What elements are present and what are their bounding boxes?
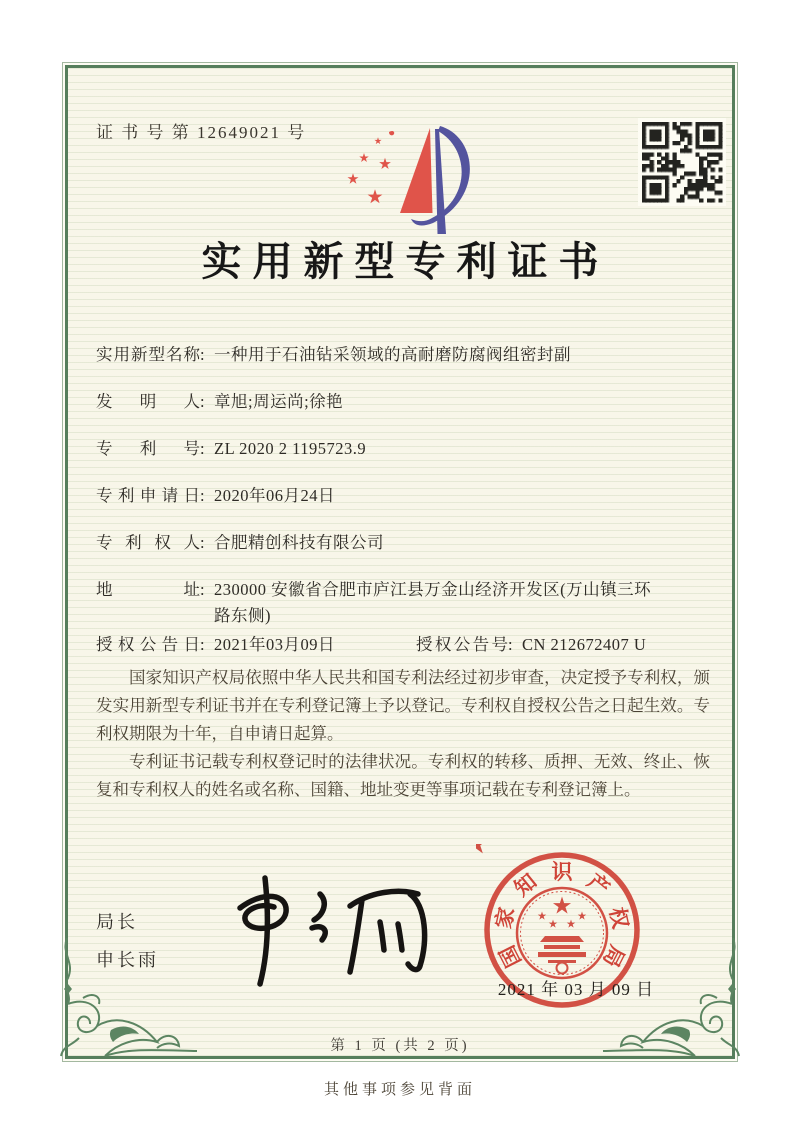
field-value: 230000 安徽省合肥市庐江县万金山经济开发区(万山镇三环路东侧) — [214, 580, 652, 625]
seal-char: 家 — [492, 905, 520, 931]
field-label: 发明人 — [96, 392, 200, 411]
field-label: 地址 — [96, 580, 200, 599]
field-list — [96, 342, 708, 679]
field-row-patent-no — [96, 436, 708, 462]
field-row-grant-date — [96, 632, 708, 658]
seal-date: 2021 年 03 月 09 日 — [497, 980, 655, 999]
field-row-filing-date — [96, 483, 708, 509]
field-row-name — [96, 342, 708, 368]
cnipa-logo-icon — [338, 112, 478, 240]
field-colon: : — [200, 533, 205, 552]
legal-paragraph-2: 专利证书记载专利权登记时的法律状况。专利权的转移、质押、无效、终止、恢复和专利权人的姓名或名称、国籍、地址变更等事项记载在专利登记簿上。 — [96, 752, 710, 799]
field-grant-pub-no — [416, 632, 646, 658]
field-colon: : — [200, 345, 205, 364]
seal-char: 国 — [495, 941, 526, 971]
director-signature — [202, 866, 452, 1001]
field-value: CN 212672407 U — [522, 635, 647, 654]
seal-char: 局 — [598, 941, 629, 971]
seal-char: 产 — [582, 869, 614, 901]
director-name: 申长雨 — [96, 950, 159, 970]
field-row-address — [96, 577, 708, 629]
director-title: 局长 — [96, 912, 138, 932]
certificate-title: 实用新型专利证书 — [201, 239, 610, 284]
field-colon: : — [200, 580, 205, 599]
seal-char: 知 — [510, 869, 542, 901]
field-label: 专利权人 — [96, 533, 200, 552]
field-row-patentee — [96, 530, 708, 556]
field-colon: : — [200, 439, 205, 458]
field-row-inventors — [96, 389, 708, 415]
field-label: 专利申请日 — [96, 486, 200, 505]
field-colon: : — [200, 486, 205, 505]
field-value: 章旭;周运尚;徐艳 — [214, 392, 344, 411]
field-label: 实用新型名称 — [96, 345, 200, 364]
corner-flourish-right-icon — [601, 938, 741, 1066]
field-label: 授权公告日 — [96, 635, 200, 654]
field-value: 一种用于石油钻采领域的高耐磨防腐阀组密封副 — [214, 345, 571, 364]
corner-flourish-left-icon — [59, 938, 199, 1066]
legal-text — [96, 664, 710, 804]
field-label: 专利号 — [96, 439, 200, 458]
back-note: 其他事项参见背面 — [323, 1082, 476, 1098]
field-label: 授权公告号 — [416, 635, 508, 654]
certificate-number: 证 书 号 第 12649021 号 — [96, 123, 307, 142]
field-value: 2021年03月09日 — [214, 635, 335, 654]
field-value: 合肥精创科技有限公司 — [214, 533, 384, 552]
certificate-content — [62, 62, 738, 1062]
field-value: 2020年06月24日 — [214, 486, 335, 505]
field-colon: : — [200, 392, 205, 411]
qr-code — [638, 118, 726, 206]
legal-paragraph-1: 国家知识产权局依照中华人民共和国专利法经过初步审查，决定授予专利权，颁发实用新型专利证书并在专利登记簿上予以登记。专利权自授权公告之日起生效。专利权期限为十年，自申请日起算。 — [96, 668, 710, 743]
field-value: ZL 2020 2 1195723.9 — [214, 439, 367, 458]
field-colon: : — [508, 635, 513, 654]
page-number: 第 1 页 (共 2 页) — [330, 1038, 470, 1054]
seal-char: 识 — [551, 861, 573, 884]
seal-char: 权 — [604, 905, 632, 931]
field-colon: : — [200, 635, 205, 654]
